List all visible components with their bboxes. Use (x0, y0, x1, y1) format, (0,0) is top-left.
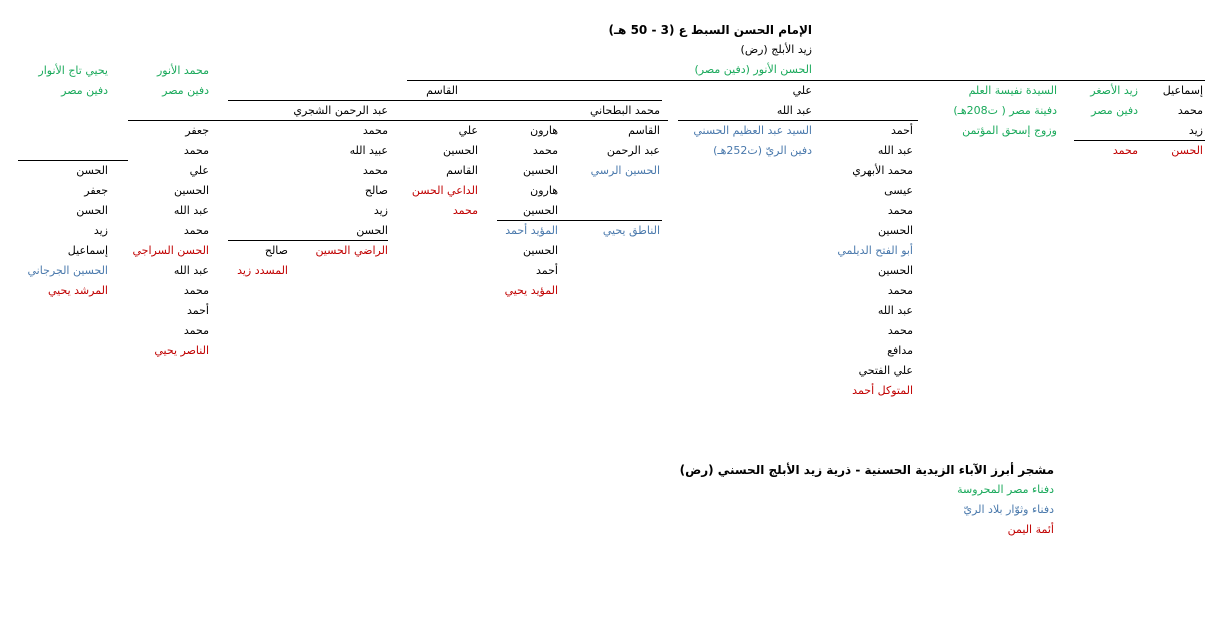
zaid-asghar-sub: دفين مصر (1091, 104, 1138, 117)
mohammad-anwar: محمد الأنور (156, 64, 209, 77)
ismail-hasan: الحسن (1171, 144, 1203, 157)
list-item: محمد (887, 284, 913, 297)
list-item: محمد (887, 324, 913, 337)
natiq-yahya: الناطق يحيي (602, 224, 660, 237)
zaid-asghar: زيد الأصغر (1090, 84, 1138, 97)
list-item: الناصر يحيي (154, 344, 209, 357)
list-item: الحسن (356, 224, 388, 237)
page-title: الإمام الحسن السبط ع (3 - 50 هـ) (608, 23, 812, 37)
list-item: عبد الله (877, 144, 913, 157)
list-item: الحسين الجرجاني (27, 264, 108, 277)
divider-qasim (228, 100, 662, 101)
list-item: عبد الرحمن (606, 144, 660, 157)
mohammad-anwar-sub: دفين مصر (162, 84, 209, 97)
list-item: أحمد (536, 264, 558, 277)
list-item: علي (458, 124, 478, 137)
list-item: محمد (532, 144, 558, 157)
divider-far-left (18, 160, 128, 161)
list-item: أحمد (187, 304, 209, 317)
list-item: الحسين (522, 204, 558, 217)
list-item: عبد الله (173, 264, 209, 277)
list-item: الحسين (877, 224, 913, 237)
hasan-anwar: الحسن الأنور (دفين مصر) (694, 63, 812, 76)
divider-qasim-children (128, 120, 668, 121)
list-item: عبيد الله (349, 144, 388, 157)
zaid-asghar-mohammad: محمد (1112, 144, 1138, 157)
yahya-taj-sub: دفين مصر (61, 84, 108, 97)
list-item: الحسين (173, 184, 209, 197)
list-item: المؤيد أحمد (505, 224, 558, 237)
list-item: محمد (1177, 104, 1203, 117)
list-item: عبد الله (173, 204, 209, 217)
list-item: المتوكل أحمد (852, 384, 913, 397)
nafisa-sub1: دفينة مصر ( ت208هـ) (953, 104, 1057, 117)
list-item: الحسن السراجي (132, 244, 209, 257)
nafisa: السيدة نفيسة العلم (968, 84, 1057, 97)
ali-head: علي (792, 84, 812, 97)
list-item: علي (189, 164, 209, 177)
list-item: المؤيد يحيي (504, 284, 558, 297)
list-item: الحسين الرسي (590, 164, 660, 177)
divider-hasan-shajari (228, 240, 388, 241)
list-item: محمد (183, 324, 209, 337)
legend-rayy: دفناء وثوّار بلاد الريّ (963, 503, 1054, 516)
list-item: المرشد يحيي (48, 284, 108, 297)
list-item: الحسن (76, 204, 108, 217)
list-item: محمد (183, 224, 209, 237)
abdullah-head: عبد الله (776, 104, 812, 117)
legend-egypt: دفناء مصر المحروسة (957, 483, 1054, 496)
list-item: محمد (452, 204, 478, 217)
musaddad-zaid: المسدد زيد (237, 264, 288, 277)
list-item: الحسين (522, 164, 558, 177)
salih: صالح (264, 244, 288, 257)
legend-title: مشجر أبرز الآباء الزيدية الحسنية - ذرية زيد الأبلج الحسني (رض) (679, 463, 1054, 477)
list-item: الحسن (76, 164, 108, 177)
list-item: زيد (1188, 124, 1203, 137)
list-item: علي الفتحي (858, 364, 913, 377)
sayyid-abdulazim-sub: دفين الريّ (ت252هـ) (713, 144, 812, 157)
ismail: إسماعيل (1162, 84, 1203, 97)
list-item: أحمد (891, 124, 913, 137)
abdulrahman-head: عبد الرحمن الشجري (293, 104, 388, 117)
list-item: محمد (183, 284, 209, 297)
list-item: صالح (364, 184, 388, 197)
list-item: الحسين (522, 244, 558, 257)
divider-ismail (1074, 140, 1205, 141)
zaid-ablaj: زيد الأبلج (رض) (740, 43, 812, 56)
legend-yemen: أئمة اليمن (1007, 523, 1054, 536)
list-item: محمد (887, 204, 913, 217)
divider-abdullah (678, 120, 918, 121)
list-item: جعفر (185, 124, 209, 137)
radi-hussein: الراضي الحسين (315, 244, 388, 257)
yahya-taj: يحيي تاج الأنوار (38, 64, 108, 77)
list-item: هارون (530, 124, 558, 137)
sayyid-abdulazim: السيد عبد العظيم الحسني (693, 124, 812, 137)
list-item: زيد (93, 224, 108, 237)
nafisa-sub2: وزوج إسحق المؤتمن (962, 124, 1057, 137)
list-item: أبو الفتح الديلمي (837, 244, 913, 257)
list-item: محمد (362, 164, 388, 177)
list-item: محمد الأبهري (852, 164, 913, 177)
divider-hasan-anwar (407, 80, 1205, 81)
list-item: محمد (183, 144, 209, 157)
list-item: الحسين (442, 144, 478, 157)
list-item: جعفر (84, 184, 108, 197)
list-item: الداعي الحسن (411, 184, 478, 197)
list-item: زيد (373, 204, 388, 217)
list-item: الحسين (877, 264, 913, 277)
list-item: إسماعيل (67, 244, 108, 257)
list-item: محمد (362, 124, 388, 137)
list-item: عيسى (884, 184, 913, 197)
divider-butahani (497, 220, 662, 221)
butahani-head: محمد البطحاني (589, 104, 660, 117)
list-item: القاسم (446, 164, 478, 177)
list-item: مدافع (887, 344, 913, 357)
list-item: عبد الله (877, 304, 913, 317)
list-item: القاسم (628, 124, 660, 137)
list-item: هارون (530, 184, 558, 197)
qasim-head: القاسم (426, 84, 458, 97)
